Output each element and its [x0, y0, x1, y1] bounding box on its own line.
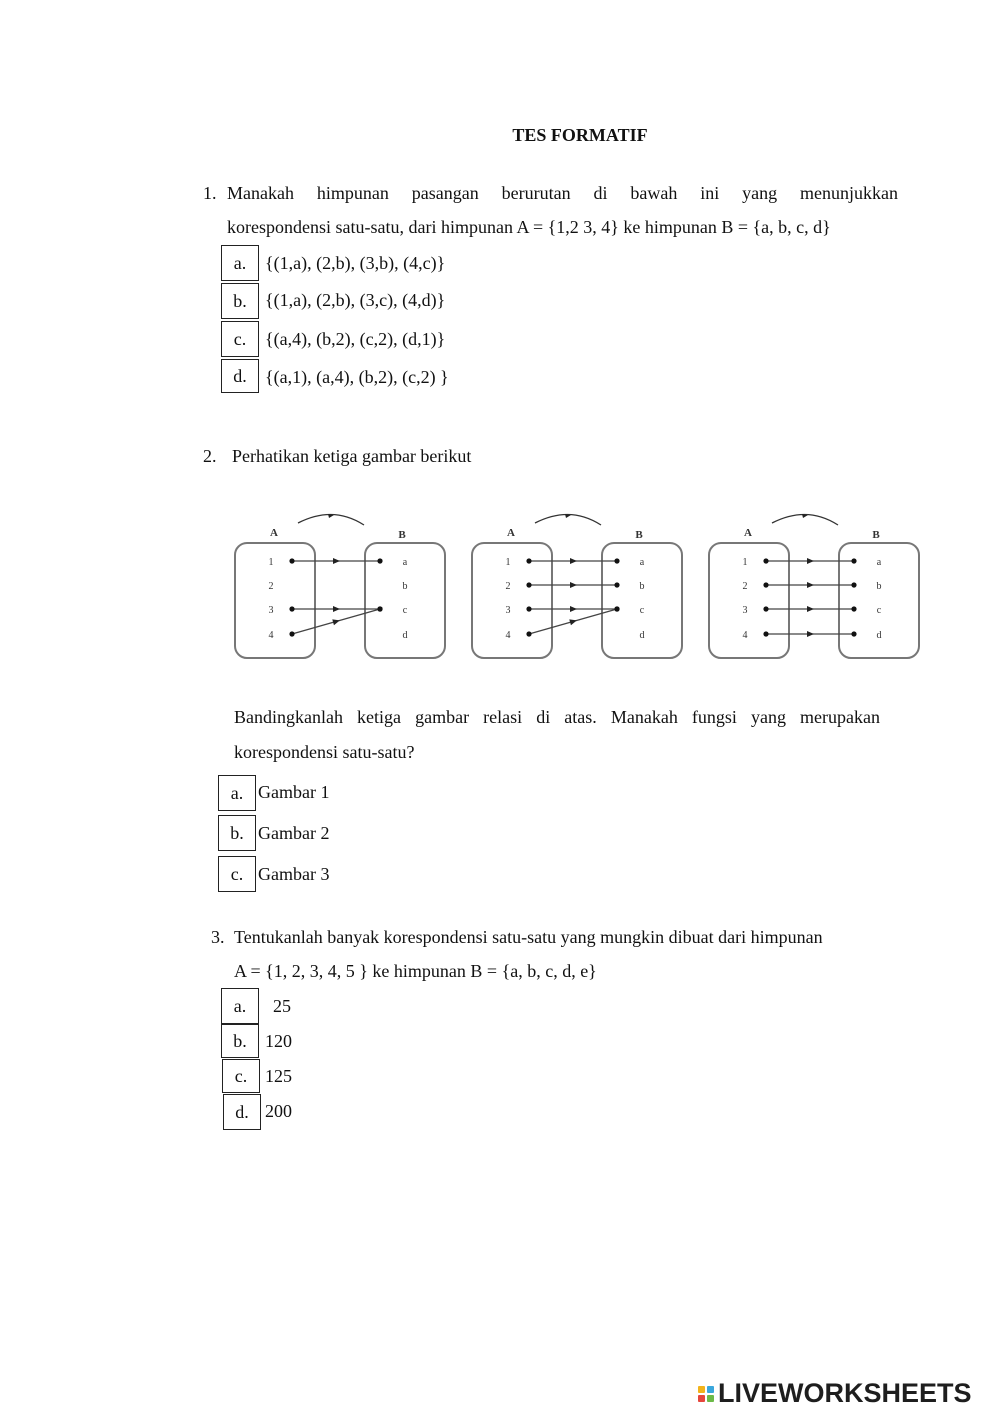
diagram-3-set-a-label: A [744, 527, 752, 539]
diagram-2-dot-a-3 [526, 606, 531, 611]
diagram-2-a-item-1: 1 [505, 557, 511, 568]
diagram-2-a-item-3: 3 [505, 605, 511, 616]
diagram-3-b-item-c: c [876, 605, 882, 616]
q2-option-a-text: Gambar 1 [258, 782, 330, 802]
diagram-3-a-item-3: 3 [742, 605, 748, 616]
diagram-2-arrowhead-1-a [570, 558, 577, 564]
diagram-2-a-item-4: 4 [505, 630, 511, 641]
diagram-1-b-item-d: d [402, 630, 408, 641]
diagram-1-set-a-label: A [270, 527, 278, 539]
diagram-1-a-item-4: 4 [268, 630, 274, 641]
q3-option-c-text: 125 [265, 1066, 292, 1086]
diagram-2-a-item-2: 2 [505, 581, 511, 592]
diagram-3-set-a-box [709, 543, 789, 658]
q1-option-b-box[interactable]: b. [221, 283, 259, 319]
diagram-1-set-a-box [235, 543, 315, 658]
diagram-2-arrowhead-4-c [569, 618, 577, 626]
page-title: TES FORMATIF [512, 125, 648, 145]
diagram-2-b-item-a: a [639, 557, 645, 568]
q3-text-line1: Tentukanlah banyak korespondensi satu-satu yang mungkin dibuat dari himpunan [234, 927, 823, 947]
diagram-1-a-item-1: 1 [268, 557, 274, 568]
diagram-3-dot-b-a [851, 558, 856, 563]
diagram-3-a-item-1: 1 [742, 557, 748, 568]
diagram-2-set-b-label: B [635, 529, 643, 541]
diagram-1-b-item-a: a [402, 557, 408, 568]
diagram-1-set-b-label: B [398, 529, 406, 541]
diagram-3-dot-a-2 [763, 582, 768, 587]
logo-square-3 [698, 1395, 705, 1402]
diagram-3-dot-a-3 [763, 606, 768, 611]
diagram-1-b-item-c: c [402, 605, 408, 616]
diagram-1-b-item-b: b [402, 581, 408, 592]
diagram-1-arrowhead-3-c [333, 606, 340, 612]
diagram-1-dot-b-c [377, 606, 382, 611]
diagram-3-a-item-2: 2 [742, 581, 748, 592]
diagram-2-dot-b-a [614, 558, 619, 563]
diagram-3-b-item-a: a [876, 557, 882, 568]
diagram-2-set-a-box [472, 543, 552, 658]
diagram-2-dot-b-b [614, 582, 619, 587]
q2-text-line1: Perhatikan ketiga gambar berikut [232, 446, 472, 466]
logo-text: LIVEWORKSHEETS [718, 1378, 972, 1408]
diagram-2-arrowhead-2-b [570, 582, 577, 588]
q3-option-b-box[interactable]: b. [221, 1024, 259, 1058]
q1-number: 1. [203, 183, 217, 203]
diagram-1-dot-a-3 [289, 606, 294, 611]
diagram-3-b-item-b: b [876, 581, 882, 592]
diagram-2-dot-a-2 [526, 582, 531, 587]
q3-option-c-box[interactable]: c. [222, 1059, 260, 1093]
diagram-2-b-item-d: d [639, 630, 645, 641]
q3-text-line2: A = {1, 2, 3, 4, 5 } ke himpunan B = {a, b, c, d, e} [234, 961, 597, 981]
diagram-3-arrowhead-3-c [807, 606, 814, 612]
q1-option-c-box[interactable]: c. [221, 321, 259, 357]
q2-text-line2: Bandingkanlah ketiga gambar relasi di atas. Manakah fungsi yang merupakan [234, 707, 880, 727]
diagram-3-dot-b-b [851, 582, 856, 587]
diagram-1-a-item-2: 2 [268, 581, 274, 592]
diagram-3-dot-a-4 [763, 631, 768, 636]
diagram-1-dot-a-1 [289, 558, 294, 563]
q2-text-line3: korespondensi satu-satu? [234, 742, 415, 762]
diagram-3-dot-a-1 [763, 558, 768, 563]
q1-option-a-box[interactable]: a. [221, 245, 259, 281]
diagram-2-dot-b-c [614, 606, 619, 611]
q3-option-d-text: 200 [265, 1101, 292, 1121]
diagram-1-a-item-3: 3 [268, 605, 274, 616]
logo-square-4 [707, 1395, 714, 1402]
q1-option-c-text: {(a,4), (b,2), (c,2), (d,1)} [265, 329, 446, 349]
q1-option-d-text: {(a,1), (a,4), (b,2), (c,2) } [265, 367, 449, 387]
q1-option-a-text: {(1,a), (2,b), (3,b), (4,c)} [265, 253, 446, 273]
q2-option-a-box[interactable]: a. [218, 775, 256, 811]
q1-text-line2: korespondensi satu-satu, dari himpunan A = {1,2 3, 4} ke himpunan B = {a, b, c, d} [227, 217, 831, 237]
q2-option-b-text: Gambar 2 [258, 823, 330, 843]
diagram-1-dot-b-a [377, 558, 382, 563]
q2-option-c-box[interactable]: c. [218, 856, 256, 892]
q3-option-d-box[interactable]: d. [223, 1094, 261, 1130]
q3-option-a-text: 25 [273, 996, 291, 1016]
q2-option-c-text: Gambar 3 [258, 864, 330, 884]
diagram-2-arrowhead-3-c [570, 606, 577, 612]
q2-number: 2. [203, 446, 217, 466]
diagram-2-b-item-b: b [639, 581, 645, 592]
diagram-1-arrowhead-1-a [333, 558, 340, 564]
diagram-3-dot-b-c [851, 606, 856, 611]
diagram-1-arrowhead-4-c [332, 618, 340, 626]
diagram-3-set-b-label: B [872, 529, 880, 541]
q2-option-b-box[interactable]: b. [218, 815, 256, 851]
logo-square-2 [707, 1386, 714, 1393]
q1-option-b-text: {(1,a), (2,b), (3,c), (4,d)} [265, 290, 446, 310]
diagram-1-dot-a-4 [289, 631, 294, 636]
logo-square-1 [698, 1386, 705, 1393]
relation-diagrams-figure [230, 505, 925, 665]
diagram-2-b-item-c: c [639, 605, 645, 616]
q1-option-d-box[interactable]: d. [221, 359, 259, 393]
diagram-3-b-item-d: d [876, 630, 882, 641]
diagram-3-arrowhead-1-a [807, 558, 814, 564]
q1-text-line1: Manakah himpunan pasangan berurutan di bawah ini yang menunjukkan [227, 183, 898, 203]
diagram-3-arrowhead-2-b [807, 582, 814, 588]
q3-option-a-box[interactable]: a. [221, 988, 259, 1024]
logo-mark-icon [698, 1386, 714, 1402]
liveworksheets-logo [698, 1378, 972, 1409]
diagram-2-dot-a-1 [526, 558, 531, 563]
diagram-2-set-a-label: A [507, 527, 515, 539]
q3-option-b-text: 120 [265, 1031, 292, 1051]
diagram-3-dot-b-d [851, 631, 856, 636]
diagram-2-dot-a-4 [526, 631, 531, 636]
diagram-3-a-item-4: 4 [742, 630, 748, 641]
q3-number: 3. [211, 927, 225, 947]
diagram-3-arrowhead-4-d [807, 631, 814, 637]
